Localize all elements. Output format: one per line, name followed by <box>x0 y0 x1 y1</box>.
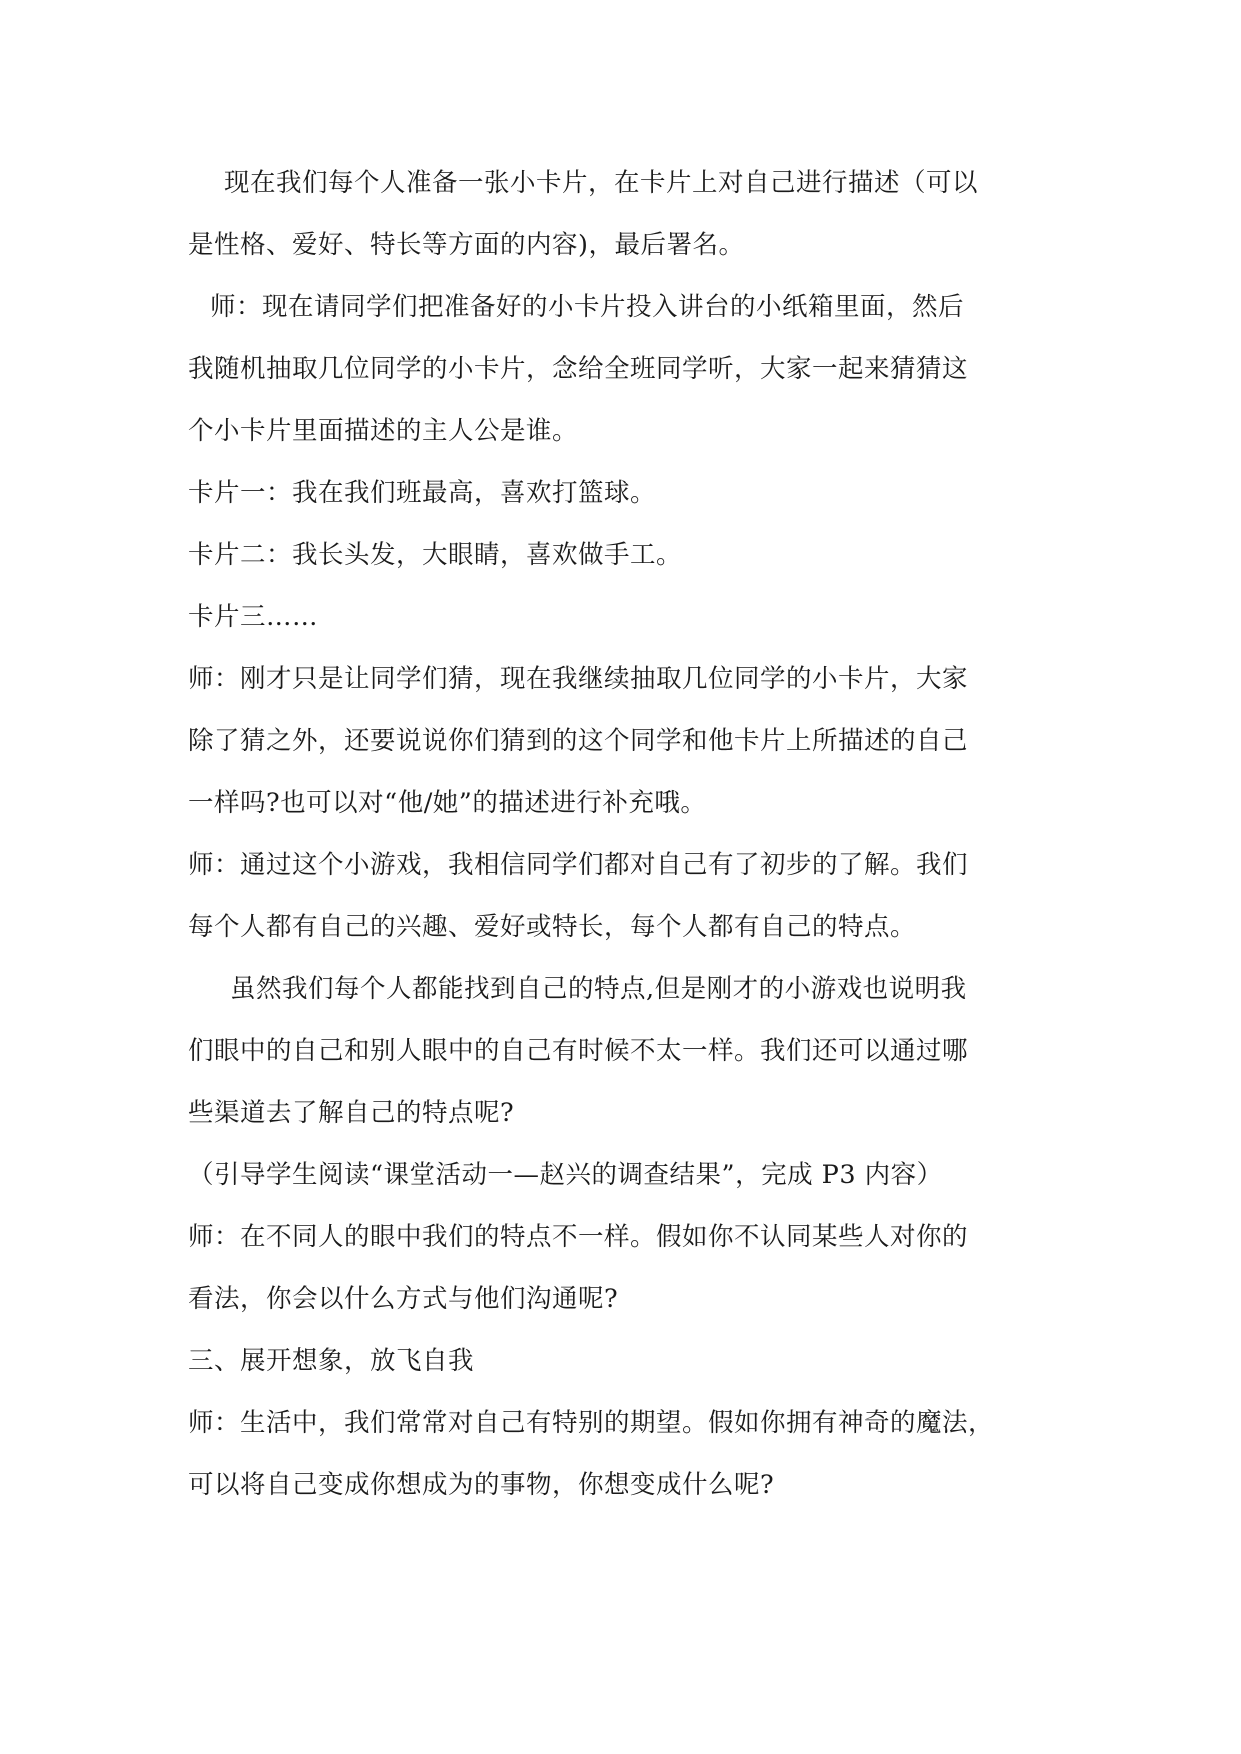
text-line: 卡片一：我在我们班最高，喜欢打篮球。 <box>188 478 657 508</box>
paragraph-card-one <box>188 462 1068 524</box>
text-line: 们眼中的自己和别人眼中的自己有时候不太一样。我们还可以通过哪 <box>188 1036 969 1066</box>
document-body <box>188 152 1068 1516</box>
text-line: 现在我们每个人准备一张小卡片，在卡片上对自己进行描述（可以 <box>224 168 979 198</box>
text-line: 虽然我们每个人都能找到自己的特点,但是刚才的小游戏也说明我 <box>230 974 967 1004</box>
paragraph-card-two <box>188 524 1068 586</box>
text-line: 三、展开想象，放飞自我 <box>188 1346 475 1376</box>
text-line: 师：刚才只是让同学们猜，现在我继续抽取几位同学的小卡片，大家 <box>188 664 969 694</box>
paragraph-teacher-imagination <box>188 1392 1068 1516</box>
text-line: 师：通过这个小游戏，我相信同学们都对自己有了初步的了解。我们 <box>188 850 969 880</box>
section-heading <box>188 1330 1068 1392</box>
text-line: 每个人都有自己的兴趣、爱好或特长，每个人都有自己的特点。 <box>188 912 917 942</box>
text-line: 除了猜之外，还要说说你们猜到的这个同学和他卡片上所描述的自己 <box>188 726 969 756</box>
text-line: 是性格、爱好、特长等方面的内容)，最后署名。 <box>188 230 745 260</box>
text-line: 卡片三…… <box>188 602 319 632</box>
text-line: 些渠道去了解自己的特点呢? <box>188 1098 515 1128</box>
text-line: 可以将自己变成你想成为的事物，你想变成什么呢? <box>188 1470 775 1500</box>
text-line: 看法，你会以什么方式与他们沟通呢? <box>188 1284 619 1314</box>
text-line: 师：生活中，我们常常对自己有特别的期望。假如你拥有神奇的魔法， <box>188 1408 995 1438</box>
text-line: 师：现在请同学们把准备好的小卡片投入讲台的小纸箱里面，然后 <box>210 292 965 322</box>
paragraph-channels <box>188 958 1068 1144</box>
paragraph-teacher-instruction <box>188 276 1068 462</box>
text-line: 卡片二：我长头发，大眼睛，喜欢做手工。 <box>188 540 683 570</box>
text-line: 一样吗?也可以对“他/她”的描述进行补充哦。 <box>188 788 707 818</box>
paragraph-card-intro <box>188 152 1068 276</box>
paragraph-teacher-guess <box>188 648 1068 834</box>
text-line: 师：在不同人的眼中我们的特点不一样。假如你不认同某些人对你的 <box>188 1222 969 1252</box>
text-line: （引导学生阅读“课堂活动一—赵兴的调查结果”，完成 P3 内容） <box>188 1160 943 1190</box>
paragraph-card-three <box>188 586 1068 648</box>
paragraph-teacher-communication <box>188 1206 1068 1330</box>
paragraph-teacher-summary <box>188 834 1068 958</box>
text-line: 我随机抽取几位同学的小卡片，念给全班同学听，大家一起来猜猜这 <box>188 354 969 384</box>
paragraph-activity-note <box>188 1144 1068 1206</box>
text-line: 个小卡片里面描述的主人公是谁。 <box>188 416 579 446</box>
